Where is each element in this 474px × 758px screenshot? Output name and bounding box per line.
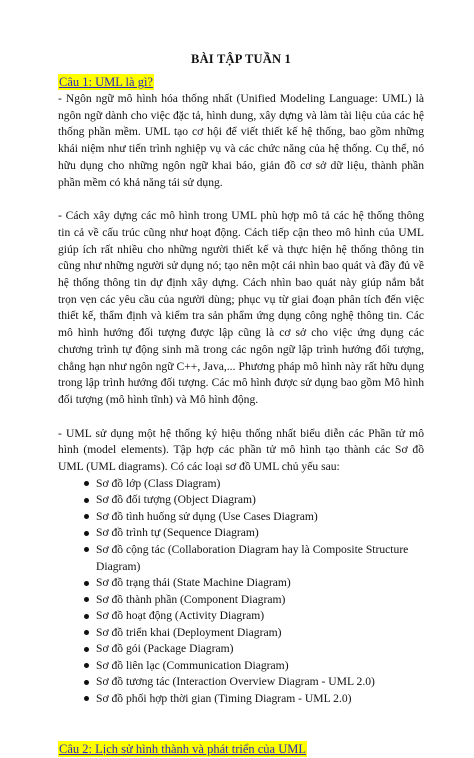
list-item-text: Sơ đồ liên lạc (Communication Diagram) [96,658,289,672]
paragraph-spacer [58,409,424,426]
list-item-text: Sơ đồ phối hợp thời gian (Timing Diagram - UML 2.0) [96,691,352,705]
list-item-text: Sơ đồ gói (Package Diagram) [96,642,234,656]
bullet-icon [84,696,89,701]
document-title: BÀI TẬP TUẦN 1 [191,52,291,66]
list-item-text: Sơ đồ cộng tác (Collaboration Diagram hay là Composite Structure Diagram) [96,542,409,573]
list-item-text: Sơ đồ đối tượng (Object Diagram) [96,493,256,507]
list-item [84,476,424,493]
bullet-icon [84,581,89,586]
paragraph-uml-modeling: - Cách xây dựng các mô hình trong UML phù hợp mô tả các hệ thống thông tin cả về cấu trúc cũng như hoạt động. Cách tiếp cận theo mô hình của UML giúp ích rất nhiều cho những người thiết kế và thực hiện hệ thống thông tin cũng như những người sử dụng nó; tạo nên một cái nhìn bao quát và đầy đủ về hệ thống thông tin dự định xây dựng. Cách nhìn bao quát này giúp nắm bắt trọn vẹn các yêu cầu của người dùng; phục vụ từ giai đoạn phân tích đến việc thiết kế, thẩm định và kiểm tra sản phẩm ứng dụng công nghệ thông tin. Các mô hình hướng đối tượng được lập cũng là cơ sở cho việc ứng dụng các chương trình tự động sinh mã trong các ngôn ngữ lập trình hướng đối tượng, chẳng hạn như ngôn ngữ C++, Java,... Phương pháp mô hình này rất hữu dụng trong lập trình hướng đối tượng. Các mô hình được sử dụng bao gồm Mô hình đối tượng (mô hình tĩnh) và Mô hình động. [58,209,424,406]
bullet-icon [84,514,89,519]
list-item [84,658,424,675]
paragraph-uml-diagrams-intro: - UML sử dụng một hệ thống ký hiệu thống nhất biểu diễn các Phần tử mô hình (model elements). Tập hợp các phần tử mô hình tạo thành các Sơ đồ UML (UML diagrams). Có các loại sơ đồ UML chủ yếu sau: [58,426,424,474]
list-item [84,625,424,642]
list-item [84,525,424,542]
bullet-icon [84,680,89,685]
list-item [84,542,424,575]
bullet-icon [84,597,89,602]
list-item-text: Sơ đồ hoạt động (Activity Diagram) [96,609,265,623]
paragraph-uml-definition: - Ngôn ngữ mô hình hóa thống nhất (Unified Modeling Language: UML) là ngôn ngữ dành cho việc đặc tả, hình dung, xây dựng và làm tài liệu của các hệ thống phần mềm. UML tạo cơ hội để viết thiết kế hệ thống, bao gồm những khái niệm như tiến trình nghiệp vụ và các chức năng của hệ thống. Cụ thể, nó hữu dụng cho những ngôn ngữ khai báo, giản đồ cơ sở dữ liệu, thành phần phần mềm có khả năng tái sử dụng. [58,92,424,189]
list-item [84,641,424,658]
section-2 [58,740,424,758]
bullet-icon [84,481,89,486]
bullet-icon [84,498,89,503]
section-1-heading: Câu 1: UML là gì? [59,75,153,89]
list-item-text: Sơ đồ thành phần (Component Diagram) [96,592,286,606]
section-spacer [58,707,424,724]
list-item [84,509,424,526]
list-item-text: Sơ đồ tình huống sử dụng (Use Cases Diagram) [96,509,318,523]
list-item [84,674,424,691]
list-item-text: Sơ đồ tương tác (Interaction Overview Diagram - UML 2.0) [96,675,375,689]
bullet-icon [84,531,89,536]
list-item [84,608,424,625]
diagram-type-list [58,476,424,708]
list-item [84,492,424,509]
bullet-icon [84,663,89,668]
bullet-icon [84,630,89,635]
list-item-text: Sơ đồ triển khai (Deployment Diagram) [96,625,282,639]
list-item-text: Sơ đồ trạng thái (State Machine Diagram) [96,576,291,590]
bullet-icon [84,647,89,652]
list-item [84,575,424,592]
bullet-icon [84,547,89,552]
section-1 [58,73,424,707]
list-item-text: Sơ đồ trình tự (Sequence Diagram) [96,526,259,540]
list-item-text: Sơ đồ lớp (Class Diagram) [96,476,221,490]
section-2-heading: Câu 2: Lịch sử hình thành và phát triển của UML [59,742,306,757]
list-item [84,691,424,708]
list-item [84,592,424,609]
bullet-icon [84,614,89,619]
paragraph-spacer [58,191,424,208]
section-spacer [58,724,424,740]
